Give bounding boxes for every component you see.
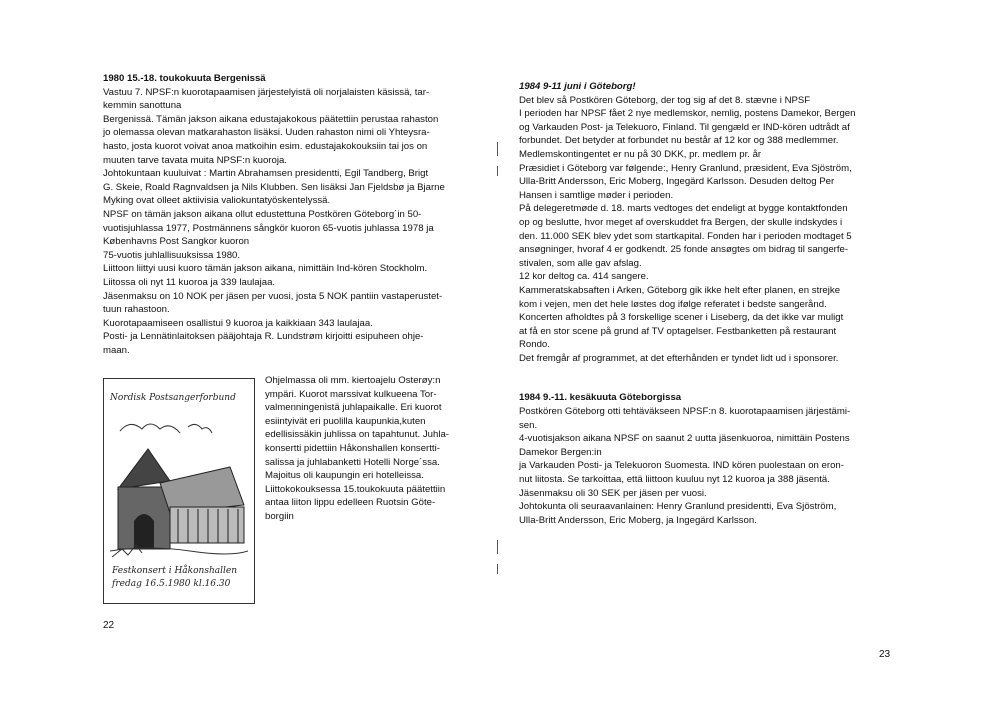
- text-line: og Varkauden Post- ja Telekuoro, Finland. Til gengæld er IND-kören udtrådt af: [519, 121, 850, 133]
- left-side-text: [265, 374, 458, 524]
- text-line: NPSF on tämän jakson aikana ollut edustettuna Postkören Göteborg´in 50-: [103, 208, 422, 220]
- text-line: Posti- ja Lennätinlaitoksen pääjohtaja R. Lundstrøm kirjoitti esipuheen ohje-: [103, 331, 424, 343]
- left-main-text: [103, 72, 458, 357]
- text-line: valmenningenistä juhlapaikalle. Eri kuorot: [265, 402, 442, 414]
- text-line: esiintyivät eri puolilla kaupunkia,kuten: [265, 415, 426, 427]
- postcard-caption-line: Festkonsert i Håkonshallen: [112, 566, 237, 576]
- text-line: G. Skeie, Roald Ragnvaldsen ja Nils Klubben. Sen lisäksi Jan Fjeldsbø ja Bjarne: [103, 181, 445, 193]
- postcard-top-caption: Nordisk Postsangerforbund: [110, 393, 236, 403]
- postcard-illustration: [103, 378, 255, 604]
- text-line: op og beslutte, hvor meget af overskuddet fra Bergen, der skulle indskydes i: [519, 216, 843, 228]
- text-line: Damekor Bergen:in: [519, 446, 602, 458]
- text-line: Rondo.: [519, 339, 550, 351]
- text-line: sen.: [519, 419, 538, 431]
- page-number-right: 23: [879, 649, 891, 660]
- text-line: Liittokokouksessa 15.toukokuuta päätettiin: [265, 483, 446, 495]
- text-line: Koncerten afholdtes på 3 forskellige scener i Liseberg, da det ikke var muligt: [519, 312, 844, 324]
- text-line: konsertti pidettiin Håkonshallen konsertti-: [265, 442, 440, 454]
- right-heading-1: 1984 9-11 juni i Göteborg!: [519, 81, 636, 92]
- text-line: tuun rahastoon.: [103, 304, 170, 316]
- text-line: Det fremgår af programmet, at det efterhånden er tyndet lidt ud i sponsorer.: [519, 352, 839, 364]
- text-line: Vastuu 7. NPSF:n kuorotapaamisen järjestelyistä oli norjalaisten käsissä, tar-: [103, 86, 430, 98]
- text-line: 12 kor deltog ca. 414 sangere.: [519, 271, 649, 283]
- text-line: hasto, josta kuorot voivat anoa matkoihin esim. edustajakokouksiin tai jos on: [103, 140, 428, 152]
- hall-drawing-icon: [110, 409, 248, 559]
- text-line: Medlemskontingentet er nu på 30 DKK, pr. medlem pr. år: [519, 148, 762, 160]
- text-line: Myking ovat olleet aktiivisia valiokuntatyöskentelyssä.: [103, 195, 331, 207]
- text-line: jo olemassa olevan matkarahaston lisäksi. Uuden rahaston nimi oli Yhteysra-: [103, 127, 430, 139]
- text-line: antaa liiton lippu edelleen Ruotsin Göte-: [265, 497, 436, 509]
- text-line: borgiin: [265, 510, 294, 522]
- text-line: Majoitus oli kaupungin eri hotelleissa.: [265, 470, 424, 482]
- text-line: Kammeratskabsaften i Arken, Göteborg gik ikke helt efter planen, en strejke: [519, 284, 841, 296]
- left-heading: 1980 15.-18. toukokuuta Bergenissä: [103, 73, 266, 84]
- text-line: Kuorotapaamiseen osallistui 9 kuoroa ja kaikkiaan 343 laulajaa.: [103, 317, 373, 329]
- text-line: Hansen i samtlige møder i perioden.: [519, 189, 674, 201]
- text-line: Johtokunta oli seuraavanlainen: Henry Granlund presidentti, Eva Sjöström,: [519, 501, 837, 513]
- text-line: Jäsenmaksu oli 30 SEK per jäsen per vuosi.: [519, 487, 707, 499]
- text-line: ympäri. Kuorot marssivat kulkueena Tor-: [265, 388, 437, 400]
- text-line: Ulla-Britt Andersson, Eric Moberg, Ingegärd Karlsson. Desuden deltog Per: [519, 176, 835, 188]
- text-line: Postkören Göteborg otti tehtäväkseen NPSF:n 8. kuorotapaamisen järjestämi-: [519, 406, 851, 418]
- text-line: edellisissäkin juhlissa on tapahtunut. Juhla-: [265, 429, 449, 441]
- text-line: Johtokuntaan kuuluivat : Martin Abrahamsen presidentti, Egil Tandberg, Brigt: [103, 168, 429, 180]
- text-line: Liittoon liittyi uusi kuoro tämän jakson aikana, nimittäin Ind-kören Stockholm.: [103, 263, 428, 275]
- right-main-text: [519, 80, 889, 527]
- text-line: kemmin sanottuna: [103, 100, 182, 112]
- text-line: salissa ja juhlabanketti Hotelli Norge´ssa.: [265, 456, 440, 468]
- text-line: Præsidiet i Göteborg var følgende:, Henry Granlund, præsident, Eva Sjöström,: [519, 162, 852, 174]
- text-line: Ulla-Britt Andersson, Eric Moberg, ja Ingegärd Karlsson.: [519, 514, 757, 526]
- text-line: Liitossa oli nyt 11 kuoroa ja 339 laulajaa.: [103, 276, 276, 288]
- text-line: maan.: [103, 344, 130, 356]
- text-line: Jäsenmaksu on 10 NOK per jäsen per vuosi, josta 5 NOK pantiin vastaperustet-: [103, 290, 443, 302]
- postcard-bottom-caption: [112, 565, 246, 591]
- text-line: stivalen, som alle gav afslag.: [519, 257, 642, 269]
- text-line: Københavns Post Sangkor kuoron: [103, 236, 250, 248]
- text-line: nut liitosta. Se tarkoittaa, että liittoon kuuluu nyt 12 kuoroa ja 388 jäsentä.: [519, 474, 830, 486]
- text-line: Ohjelmassa oli mm. kiertoajelu Osterøy:n: [265, 375, 441, 386]
- page-number-left: 22: [103, 620, 115, 631]
- text-line: muuten tarve tavata muita NPSF:n kuoroja.: [103, 154, 287, 166]
- text-line: vuotisjuhlassa 1977, Postmännens sångkör kuoron 65-vuotis juhlassa 1978 ja: [103, 222, 434, 234]
- right-heading-2: 1984 9.-11. kesäkuuta Göteborgissa: [519, 392, 682, 404]
- text-line: ansøgninger, hvoraf 4 er godkendt. 25 fonde ansøgtes om bidrag til sangerfe-: [519, 244, 849, 256]
- text-line: den. 11.000 SEK blev ydet som startkapital. Fonden har i perioden modtaget 5: [519, 230, 852, 242]
- postcard-caption-line: fredag 16.5.1980 kl.16.30: [112, 579, 231, 589]
- text-line: forbundet. Det betyder at forbundet nu består af 12 kor og 388 medlemmer.: [519, 135, 839, 147]
- text-line: kom i vejen, men det hele løstes dog ifølge referatet i bedste sangerånd.: [519, 298, 827, 310]
- text-line: at få en stor scene på grund af TV optagelser. Festbanketten på restaurant: [519, 325, 837, 337]
- text-line: Det blev så Postkören Göteborg, der tog sig af det 8. stævne i NPSF: [519, 94, 811, 106]
- text-line: På delegeretmøde d. 18. marts vedtoges det endeligt at bygge kontaktfonden: [519, 203, 848, 215]
- text-line: Bergenissä. Tämän jakson aikana edustajakokous päätettiin perustaa rahaston: [103, 113, 439, 125]
- text-line: I perioden har NPSF fået 2 nye medlemskor, nemlig, postens Damekor, Bergen: [519, 108, 856, 120]
- text-line: ja Varkauden Posti- ja Telekuoron Suomesta. IND kören puolestaan on eron-: [519, 460, 844, 472]
- right-page: [497, 0, 994, 702]
- text-line: 4-vuotisjakson aikana NPSF on saanut 2 uutta jäsenkuoroa, nimittäin Postens: [519, 433, 850, 445]
- text-line: 75-vuotis juhlallisuuksissa 1980.: [103, 249, 241, 261]
